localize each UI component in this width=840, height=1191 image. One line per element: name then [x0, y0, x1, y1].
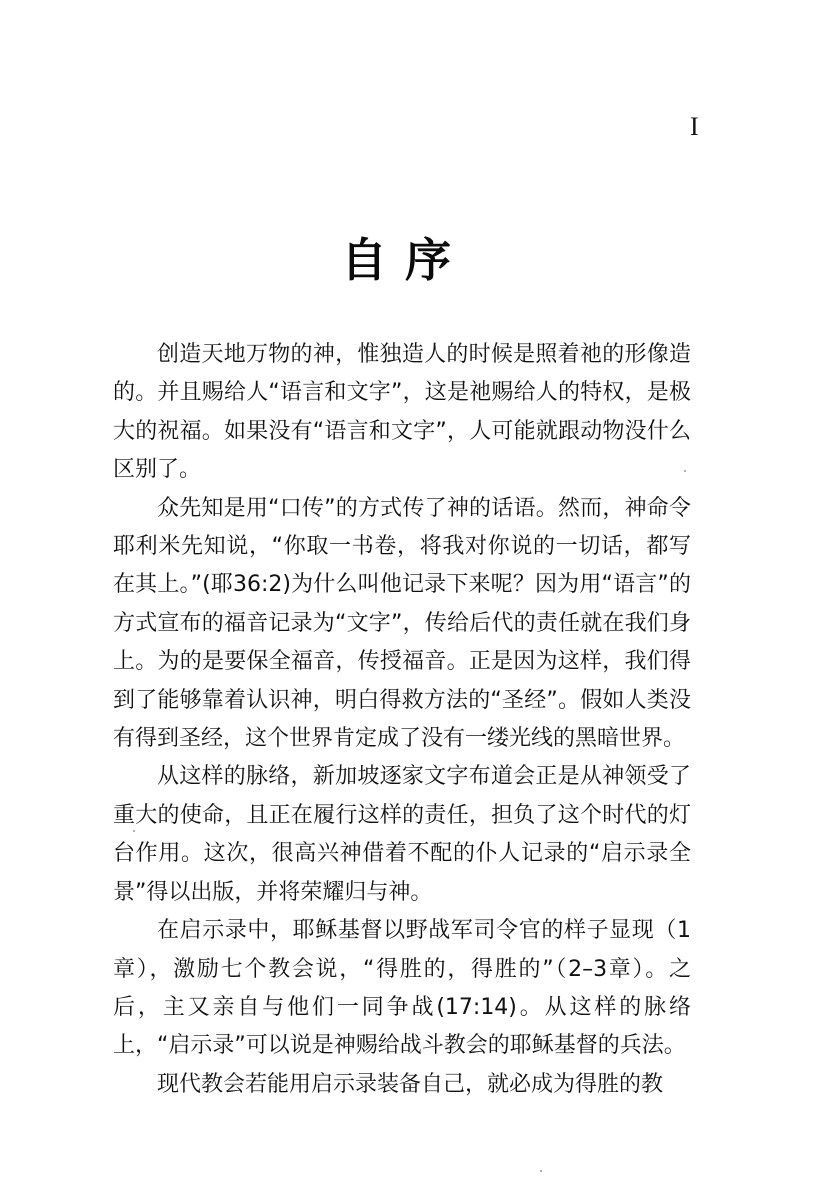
- scan-speck: [540, 1170, 542, 1172]
- paragraph: 在启示录中，耶稣基督以野战军司令官的样子显现（1章），激励七个教会说，“得胜的，得胜的”（2–3章）。之后，主又亲自与他们一同争战(17:14)。从这样的脉络上，“启示录”可以说是神赐给战斗教会的耶稣基督的兵法。: [113, 918, 691, 1059]
- scan-speck: [133, 830, 135, 832]
- paragraph: 现代教会若能用启示录装备自己，就必成为得胜的教: [157, 1071, 664, 1097]
- page-title: 自序: [341, 233, 469, 287]
- page-number: I: [690, 112, 699, 141]
- paragraph: 创造天地万物的神，惟独造人的时候是照着祂的形像造的。并且赐给人“语言和文字”，这是祂赐给人的特权，是极大的祝福。如果没有“语言和文字”，人可能就跟动物没什么区别了。: [113, 342, 691, 483]
- paragraph: 从这样的脉络，新加坡逐家文字布道会正是从神领受了重大的使命，且正在履行这样的责任，担负了这个时代的灯台作用。这次，很高兴神借着不配的仆人记录的“启示录全景”得以出版，并将荣耀归与神。: [113, 764, 691, 905]
- body-text: [113, 336, 691, 1104]
- scan-speck: [684, 470, 686, 472]
- paragraph: 众先知是用“口传”的方式传了神的话语。然而，神命令耶利米先知说，“你取一书卷，将我对你说的一切话，都写在其上。”(耶36:2)为什么叫他记录下来呢？因为用“语言”的方式宣布的福音记录为“文字”，传给后代的责任就在我们身上。为的是要保全福音，传授福音。正是因为这样，我们得到了能够靠着认识神，明白得救方法的“圣经”。假如人类没有得到圣经，这个世界肯定成了没有一缕光线的黑暗世界。: [113, 495, 691, 752]
